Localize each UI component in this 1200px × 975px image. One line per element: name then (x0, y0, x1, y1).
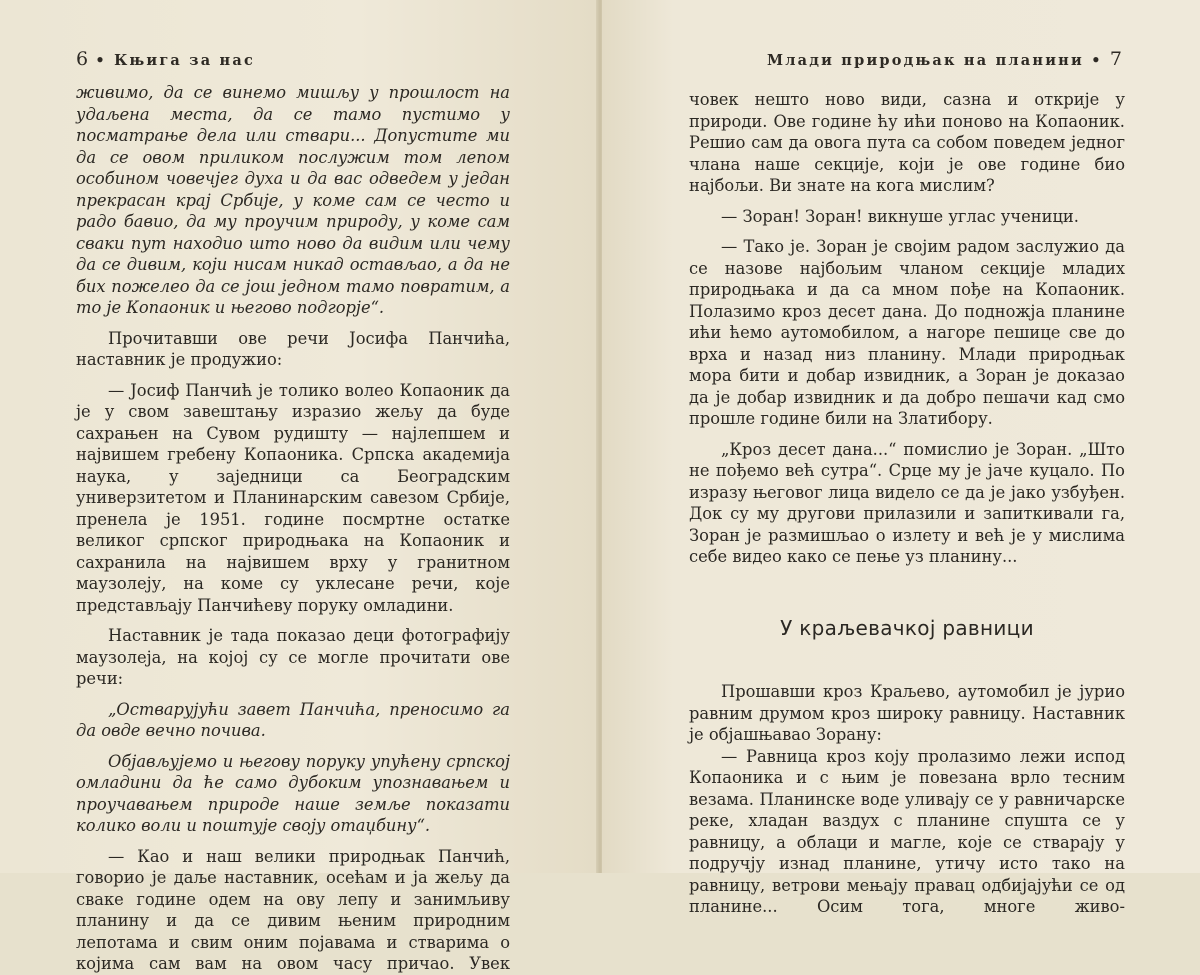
paragraph: Прошавши кроз Краљево, аутомобил је јурио равним друмом кроз широку равницу. Наставник је објашњавао Зорану: (689, 682, 1125, 744)
paragraph: — Равница кроз коју пролазимо лежи испод Копаоника и с њим је повезана врло тесним везама. Планинске воде уливају се у равничарске реке, хладан ваздух с планине спушта се у равницу, а облаци и магле, које се стварају у подручју изнад планине, утичу исто тако на равницу, ветрови мењају правац одбијајући се од планине... Осим тога, многе живо- (689, 746, 1125, 916)
left-body-text (76, 82, 510, 975)
left-running-head (76, 48, 255, 70)
paragraph: — Као и наш велики природњак Панчић, говорио је даље наставник, осећам и ја жељу да сваке године одем на ову лепу и занимљиву планину и да се дивим њеним природним лепотама и свим оним појавама и стварима о којима сам вам на овом часу причао. Увек (76, 846, 510, 973)
paragraph: живимо, да се винемо мишљу у прошлост на удаљена места, да се тамо пустимо у посматрање дела или ствари... Допустите ми да се овом приликом послужим том лепом особином човечјег духа и да вас одведем у један прекрасан крај Србије, у коме сам се често и радо бавио, да му проучим природу, у коме сам сваки пут находио што ново да видим или чему да се дивим, који нисам никад остављао, а да не бих пожелео да се још једном тамо повратим, а то је Копаоник и његово подгорје“. (76, 83, 510, 317)
paragraph: Прочитавши ове речи Јосифа Панчића, наставник је продужио: (76, 328, 510, 369)
paragraph: — Јосиф Панчић је толико волео Копаоник да је у свом завештању изразио жељу да буде сахрањен на Сувом рудишту — најлепшем и највишем гребену Копаоника. Српска академија наука, у заједници са Београдским универзитетом и Планинарским савезом Србије, пренела је 1951. године посмртне остатке великог српског природњака на Копаоник и сахранила на највишем врху у гранитном маузолеју, на коме су уклесане речи, које представљају Панчићеву поруку омладини. (76, 380, 510, 615)
quote-paragraph: „Остварујући завет Панчића, преносимо га да овде вечно почива. (76, 699, 510, 740)
left-running-title: Књига за нас (114, 52, 255, 69)
right-running-head (767, 48, 1122, 70)
right-running-title: Млади природњак на планини (766, 52, 1084, 69)
quote-paragraph: Објављујемо и његову поруку упућену српској омладини да ће само дубоким упознавањем и проучавањем природе наше земље показати колико воли и поштује своју отаџбину“. (76, 751, 510, 835)
left-head-bullet: • (95, 52, 107, 69)
paragraph: „Кроз десет дана...“ помислио је Зоран. „Што не пођемо већ сутра“. Срце му је јаче куцало. По изразу његовог лица видело се да је јако узбуђен. Док су му другови прилазили и запиткивали га, Зоран је размишљао о излету и већ је у мислима себе видео како се пење уз планину... (689, 439, 1125, 566)
right-page-number: 7 (1109, 48, 1122, 70)
right-page (602, 0, 1200, 916)
right-body-text (689, 89, 1125, 918)
paragraph: — Тако је. Зоран је својим радом заслужио да се назове најбољим чланом секције младих природњака и да са мном пође на Копаоник. Полазимо кроз десет дана. До подножја планине ићи ћемо аутомобилом, а нагоре пешице све до врха и назад низ планину. Млади природњак мора бити и добар извидник, а Зоран је доказао да је добар извидник и да добро пешачи кад смо прошле године били на Златибору. (689, 237, 1125, 428)
left-page-number: 6 (76, 48, 89, 70)
paragraph: човек нешто ново види, сазна и открије у природи. Ове године ћу ићи поново на Копаоник. Решио сам да овога пута са собом поведем једног члана наше секције, који је ове године био најбољи. Ви знате на кога мислим? (689, 90, 1125, 195)
left-page (0, 0, 598, 973)
paragraph: Наставник је тада показао деци фотографију маузолеја, на којој су се могле прочитати ове речи: (76, 626, 510, 688)
section-heading: У краљевачкој равници (780, 615, 1034, 640)
paragraph: — Зоран! Зоран! викнуше углас ученици. (721, 206, 1079, 226)
right-head-bullet: • (1091, 52, 1103, 69)
